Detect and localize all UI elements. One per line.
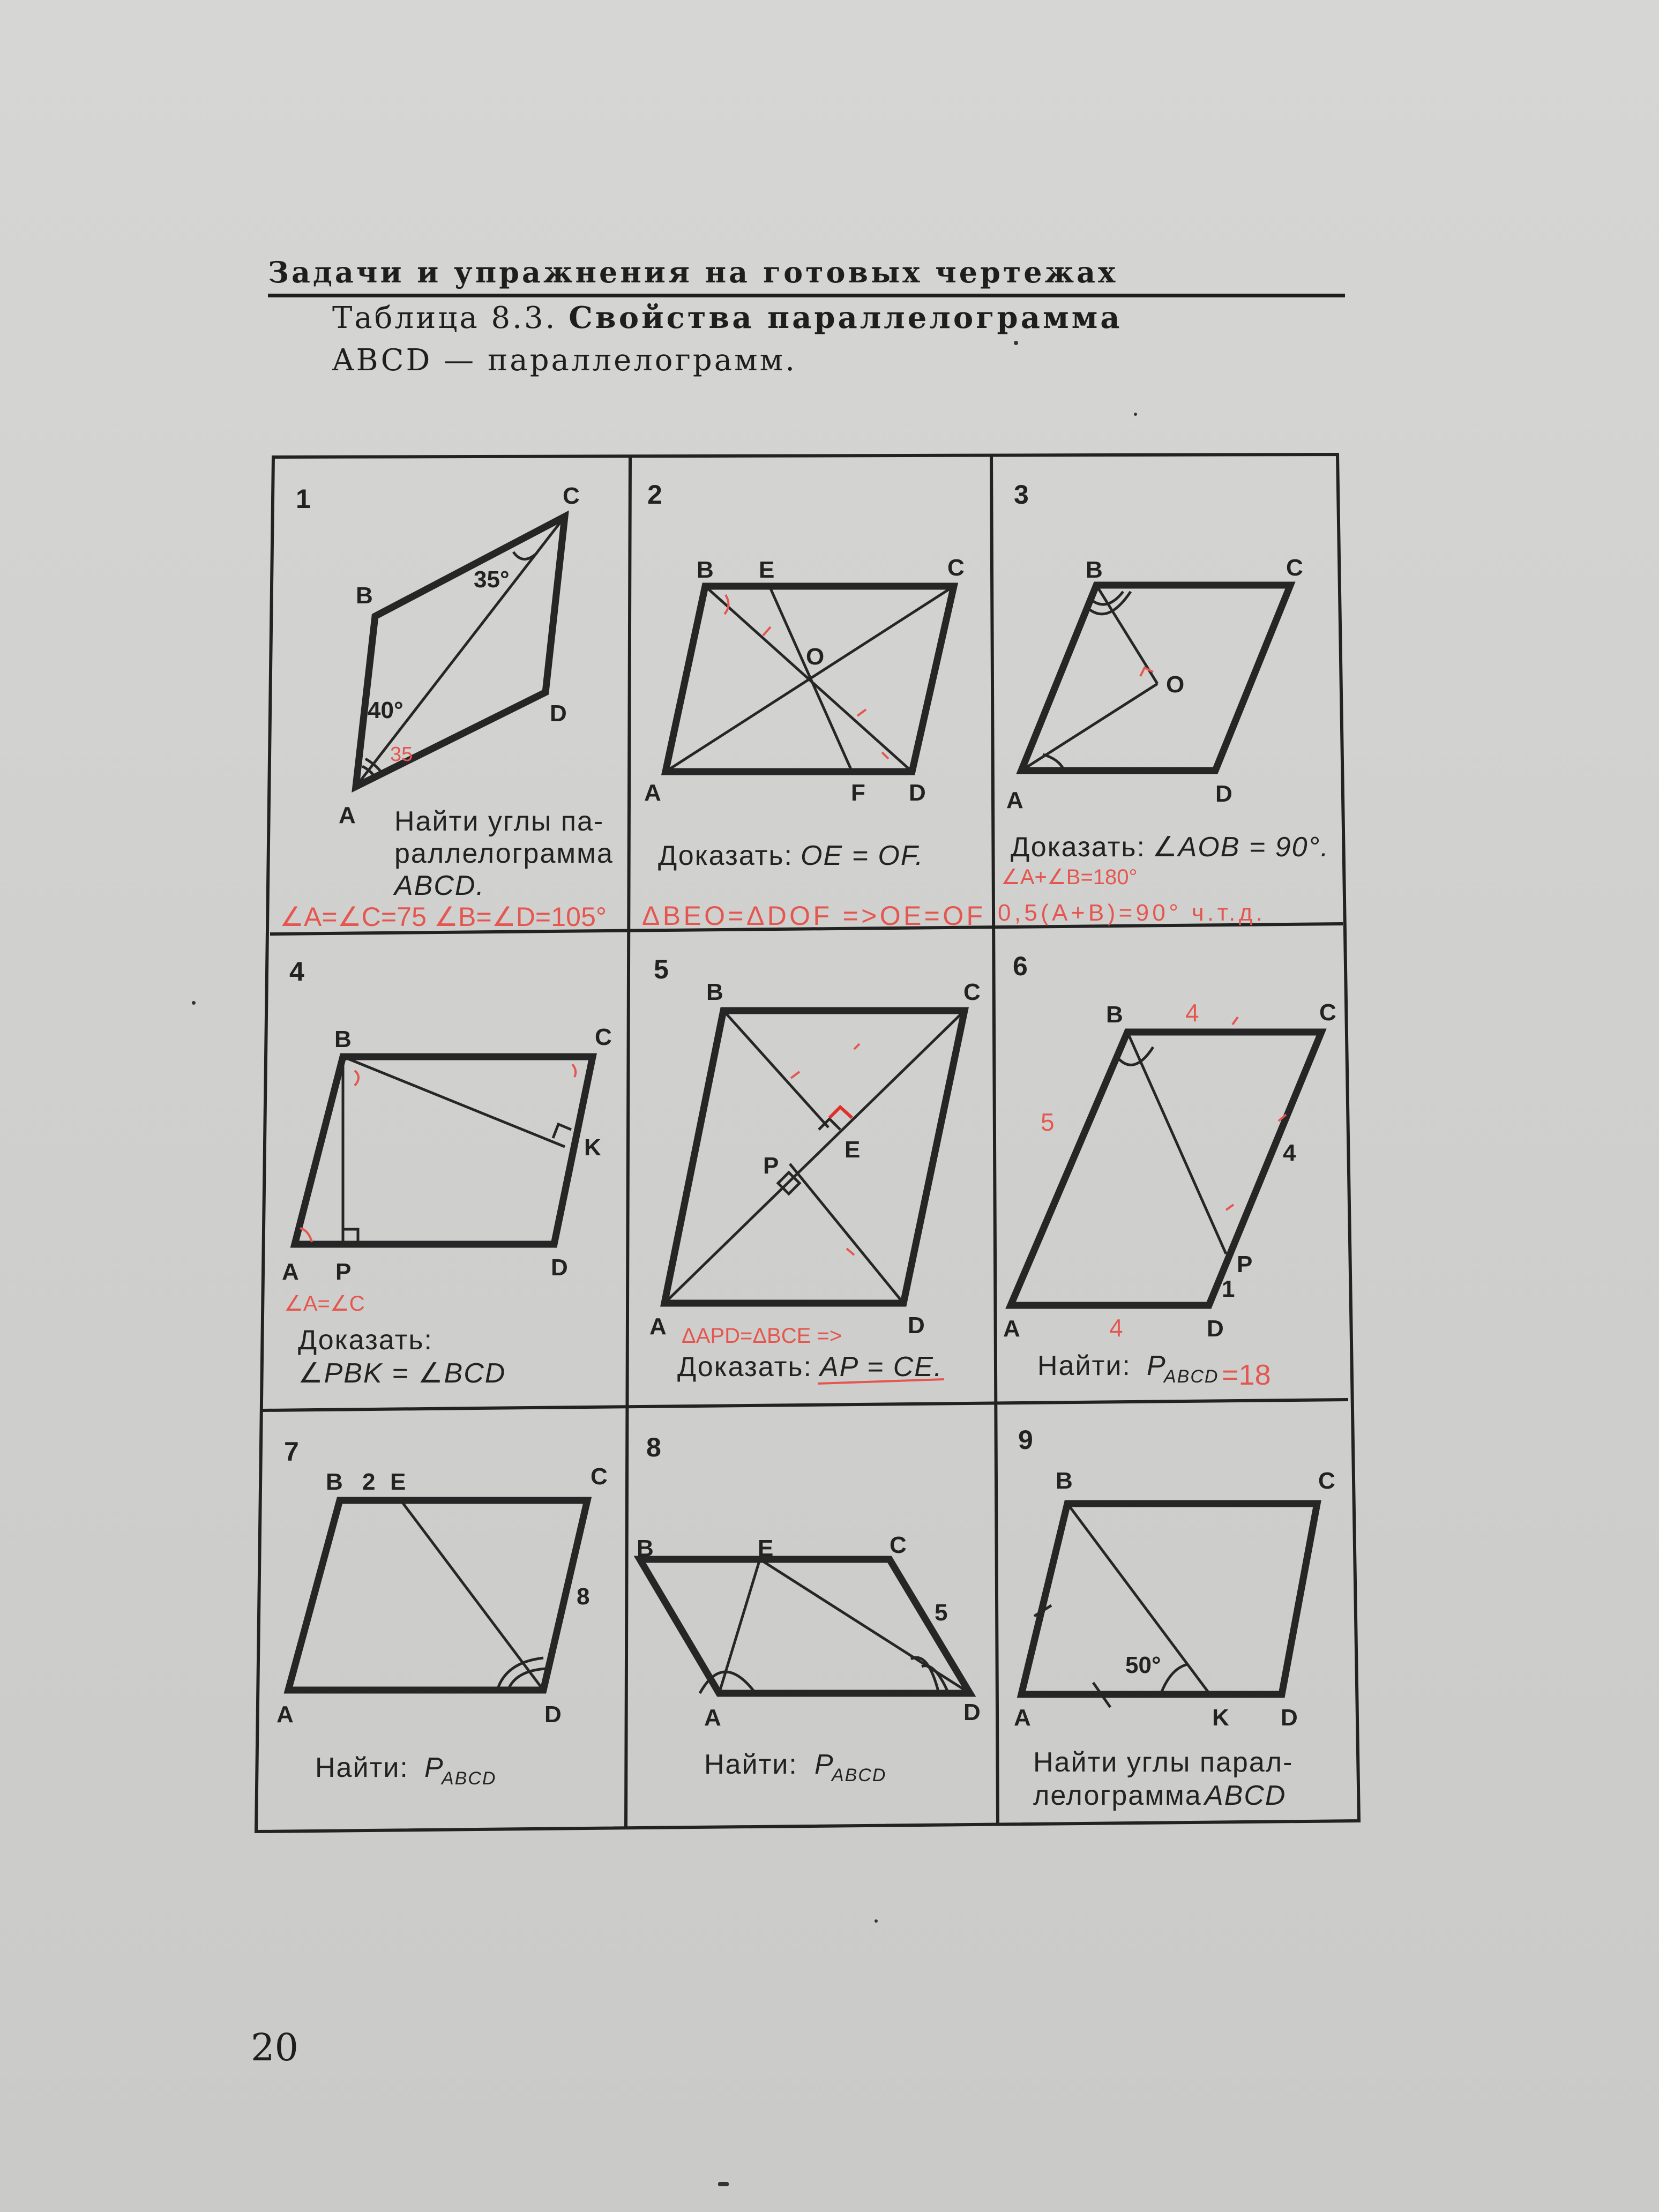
- problem-number: 1: [296, 484, 311, 514]
- height-bk: [343, 1057, 565, 1147]
- vertex-label-d: D: [908, 1312, 925, 1339]
- task-formula: P: [1147, 1350, 1167, 1381]
- angle-arc: [1161, 1664, 1187, 1694]
- right-angle-mark: [553, 1124, 571, 1138]
- problem-7: [276, 1437, 608, 1789]
- task-prefix: Доказать:: [298, 1325, 433, 1356]
- handwritten-note: 35: [390, 743, 413, 766]
- vertex-label-b: B: [1056, 1468, 1073, 1494]
- handwritten-note: 5: [1041, 1108, 1055, 1136]
- task-text: лелограмма: [1033, 1780, 1202, 1811]
- vertex-label-d: D: [1281, 1705, 1298, 1731]
- table-divider: [626, 455, 630, 1828]
- vertex-label-c: C: [595, 1024, 612, 1050]
- vertex-label-c: C: [1286, 555, 1303, 581]
- task-formula: P: [424, 1752, 444, 1783]
- table-caption-title: Свойства параллелограмма: [569, 300, 1123, 335]
- handwritten-answer: ΔBEO=ΔDOF =>OE=OF: [642, 901, 983, 931]
- problem-6: [1003, 951, 1336, 1391]
- perpendicular-dp: [790, 1164, 903, 1303]
- handwritten-mark: [300, 1064, 576, 1242]
- problem-9: [1014, 1425, 1335, 1811]
- task-formula: AP = CE.: [820, 1351, 943, 1382]
- vertex-label-c: C: [1318, 1468, 1335, 1494]
- task-formula: P: [814, 1749, 834, 1780]
- vertex-label-b: B: [697, 557, 714, 583]
- problem-number: 8: [646, 1432, 661, 1462]
- header-title: Задачи и упражнения на готовых чертежах: [268, 255, 1118, 289]
- point-label-o: O: [1166, 671, 1185, 698]
- parallelogram: [288, 1500, 590, 1690]
- table-divider: [991, 455, 998, 1825]
- vertex-label-a: A: [649, 1313, 667, 1340]
- problem-number: 6: [1013, 951, 1028, 981]
- task-subscript: ABCD: [442, 1768, 497, 1789]
- task-prefix: Доказать:: [658, 840, 793, 871]
- task-subscript: ABCD: [1164, 1366, 1219, 1387]
- point-label-e: E: [390, 1469, 406, 1495]
- problem-8: [637, 1432, 981, 1785]
- vertex-label-c: C: [890, 1532, 907, 1558]
- problem-number: 4: [289, 956, 304, 987]
- handwritten-note: ∠A+∠B=180°: [1001, 865, 1138, 889]
- task-text: раллелограмма: [394, 838, 614, 869]
- vertex-label-d: D: [909, 780, 926, 806]
- handwritten-note: 4: [1185, 999, 1199, 1027]
- point-label-e: E: [758, 1535, 774, 1561]
- point-label-k: K: [584, 1134, 601, 1161]
- vertex-label-a: A: [1006, 787, 1023, 813]
- vertex-label-b: B: [706, 979, 723, 1005]
- handwritten-note: 4: [1109, 1314, 1123, 1342]
- task-formula: ∠AOB = 90°.: [1152, 832, 1329, 863]
- vertex-label-b: B: [637, 1535, 654, 1561]
- vertex-label-b: B: [334, 1026, 352, 1052]
- point-label-o: O: [806, 644, 825, 670]
- vertex-label-a: A: [282, 1259, 299, 1285]
- handwritten-right-angle: [829, 1107, 852, 1118]
- vertex-label-a: A: [276, 1701, 294, 1728]
- problem-number: 2: [647, 480, 662, 510]
- vertex-label-a: A: [644, 780, 661, 806]
- vertex-label-c: C: [1319, 999, 1336, 1026]
- problem-number: 7: [284, 1437, 299, 1467]
- point-label-e: E: [845, 1137, 861, 1163]
- task-subscript: ABCD: [832, 1765, 887, 1785]
- vertex-label-d: D: [544, 1701, 562, 1728]
- vertex-label-d: D: [551, 1254, 568, 1281]
- problem-number: 9: [1018, 1425, 1033, 1455]
- segment-label: 4: [1283, 1140, 1296, 1166]
- point-label-f: F: [851, 780, 865, 806]
- parallelogram: [1021, 1504, 1317, 1694]
- vertex-label-c: C: [591, 1463, 608, 1490]
- point-label-p: P: [1237, 1251, 1253, 1277]
- point-label-p: P: [335, 1259, 352, 1285]
- perpendicular-be: [723, 1011, 828, 1127]
- angle-label: 50°: [1125, 1652, 1161, 1678]
- table-caption-number: Таблица 8.3.: [332, 301, 557, 335]
- parallelogram: [640, 1559, 970, 1693]
- task-text: ABCD: [1205, 1780, 1287, 1811]
- handwritten-note: ΔAPD=ΔBCE =>: [682, 1324, 842, 1348]
- vertex-label-d: D: [1215, 781, 1232, 807]
- problem-2: [642, 480, 983, 931]
- segment-label: 1: [1222, 1276, 1235, 1302]
- task-text: ABCD.: [394, 870, 485, 901]
- task-prefix: Доказать:: [1011, 832, 1146, 863]
- problem-3: [998, 480, 1329, 926]
- angle-label: 35°: [474, 566, 510, 593]
- angle-label: 40°: [368, 697, 403, 723]
- vertex-label-b: B: [1086, 557, 1103, 583]
- table-divider: [263, 1400, 1348, 1410]
- problem-5: [649, 954, 981, 1384]
- point-label-e: E: [759, 557, 775, 583]
- parallelogram: [1021, 585, 1290, 771]
- diagonal-ac: [664, 1011, 965, 1303]
- point-label-p: P: [763, 1153, 779, 1179]
- table-subtitle: ABCD — параллелограмм.: [332, 343, 797, 378]
- vertex-label-c: C: [963, 979, 981, 1005]
- task-text: Найти углы парал-: [1033, 1747, 1294, 1778]
- vertex-label-c: C: [947, 555, 965, 581]
- bisector-bp: [1127, 1032, 1226, 1254]
- problem-number: 5: [654, 954, 669, 984]
- segment-label: 5: [935, 1600, 948, 1626]
- page-number: 20: [251, 2026, 299, 2069]
- handwritten-answer: ∠A=∠C=75 ∠B=∠D=105°: [280, 902, 607, 932]
- vertex-label-a: A: [339, 802, 356, 828]
- problem-1: [280, 483, 614, 932]
- task-text: Найти углы па-: [394, 806, 604, 837]
- parallelogram: [1011, 1032, 1321, 1305]
- task-prefix: Найти:: [704, 1749, 798, 1780]
- task-prefix: Найти:: [315, 1752, 409, 1783]
- handwritten-note: ∠A=∠C: [284, 1292, 365, 1316]
- task-formula: ∠PBK = ∠BCD: [298, 1358, 506, 1389]
- vertex-label-b: B: [1106, 1002, 1123, 1028]
- bisector-de: [401, 1500, 543, 1690]
- vertex-label-a: A: [1003, 1316, 1020, 1342]
- task-formula: OE = OF.: [801, 840, 924, 871]
- segment-label: 8: [577, 1583, 590, 1610]
- vertex-label-c: C: [563, 483, 580, 509]
- handwritten-answer: 0,5(A+B)=90° ч.т.д.: [998, 900, 1262, 926]
- task-prefix: Найти:: [1037, 1350, 1131, 1381]
- problem-number: 3: [1014, 480, 1029, 510]
- vertex-label-d: D: [550, 700, 567, 727]
- task-prefix: Доказать:: [677, 1351, 812, 1382]
- parallelogram: [295, 1057, 593, 1244]
- vertex-label-d: D: [963, 1699, 981, 1725]
- segment-label: 2: [362, 1469, 376, 1495]
- vertex-label-a: A: [704, 1705, 721, 1731]
- vertex-label-a: A: [1014, 1705, 1031, 1731]
- vertex-label-b: B: [326, 1469, 343, 1495]
- handwritten-mark: [1226, 1017, 1286, 1210]
- segment-ef: [769, 586, 852, 772]
- diagonal: [705, 586, 912, 772]
- vertex-label-d: D: [1207, 1316, 1224, 1342]
- handwritten-answer: =18: [1222, 1359, 1271, 1391]
- point-label-k: K: [1212, 1705, 1229, 1731]
- problem-4: [282, 956, 612, 1389]
- vertex-label-b: B: [356, 582, 373, 609]
